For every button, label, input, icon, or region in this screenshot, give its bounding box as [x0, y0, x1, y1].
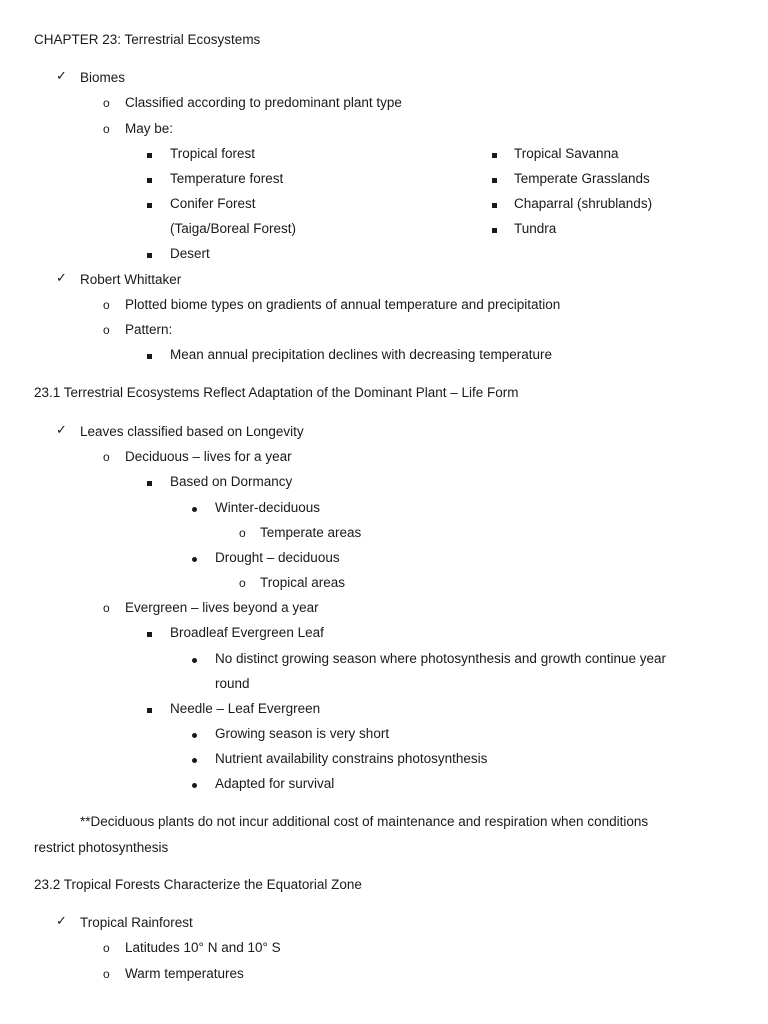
section-heading-23-2: 23.2 Tropical Forests Characterize the Equatorial Zone — [34, 877, 362, 892]
square-bullet-icon — [492, 220, 497, 238]
whittaker-label: Robert Whittaker — [80, 272, 182, 287]
circle-bullet-icon: o — [239, 526, 246, 540]
checkmark-icon: ✓ — [56, 914, 67, 929]
biome-item: Tropical forest — [170, 146, 256, 161]
square-bullet-icon — [147, 700, 152, 718]
biome-item: Temperate Grasslands — [514, 171, 650, 186]
whittaker-pattern-item: Mean annual precipitation declines with decreasing temperature — [170, 347, 552, 362]
circle-bullet-icon: o — [103, 941, 110, 955]
dot-bullet-icon — [192, 499, 197, 517]
leaves-dormancy: Based on Dormancy — [170, 474, 293, 489]
biome-item: Chaparral (shrublands) — [514, 196, 653, 211]
circle-bullet-icon: o — [103, 601, 110, 615]
leaves-tropical-areas: Tropical areas — [260, 575, 346, 590]
biome-item: Tropical Savanna — [514, 146, 619, 161]
biomes-classified: Classified according to predominant plant type — [125, 95, 402, 110]
section-heading-23-1: 23.1 Terrestrial Ecosystems Reflect Adaptation of the Dominant Plant – Life Form — [34, 385, 519, 400]
biome-item: Desert — [170, 246, 210, 261]
circle-bullet-icon: o — [103, 298, 110, 312]
biome-item: Temperature forest — [170, 171, 284, 186]
leaves-drought: Drought – deciduous — [215, 550, 340, 565]
leaves-no-distinct-continuation: round — [215, 676, 250, 691]
page-title: CHAPTER 23: Terrestrial Ecosystems — [34, 32, 261, 47]
circle-bullet-icon: o — [103, 323, 110, 337]
whittaker-pattern: Pattern: — [125, 322, 173, 337]
rainforest-latitudes: Latitudes 10° N and 10° S — [125, 940, 281, 955]
biomes-label: Biomes — [80, 70, 126, 85]
square-bullet-icon — [147, 145, 152, 163]
biome-item-continuation: (Taiga/Boreal Forest) — [170, 221, 297, 236]
leaves-evergreen: Evergreen – lives beyond a year — [125, 600, 319, 615]
dot-bullet-icon — [192, 775, 197, 793]
square-bullet-icon — [147, 346, 152, 364]
circle-bullet-icon: o — [103, 967, 110, 981]
leaves-adapted: Adapted for survival — [215, 776, 335, 791]
dot-bullet-icon — [192, 549, 197, 567]
biome-item: Conifer Forest — [170, 196, 256, 211]
biome-item: Tundra — [514, 221, 557, 236]
checkmark-icon: ✓ — [56, 271, 67, 286]
leaves-growing-short: Growing season is very short — [215, 726, 390, 741]
checkmark-icon: ✓ — [56, 69, 67, 84]
rainforest-label: Tropical Rainforest — [80, 915, 193, 930]
square-bullet-icon — [147, 195, 152, 213]
biomes-may-be: May be: — [125, 121, 174, 136]
square-bullet-icon — [147, 624, 152, 642]
deciduous-note: **Deciduous plants do not incur additional cost of maintenance and respiration when conditions — [80, 814, 649, 829]
leaves-deciduous: Deciduous – lives for a year — [125, 449, 292, 464]
leaves-no-distinct: No distinct growing season where photosynthesis and growth continue year — [215, 651, 667, 666]
square-bullet-icon — [147, 170, 152, 188]
dot-bullet-icon — [192, 650, 197, 668]
square-bullet-icon — [492, 195, 497, 213]
rainforest-warm: Warm temperatures — [125, 966, 244, 981]
leaves-temperate-areas: Temperate areas — [260, 525, 362, 540]
circle-bullet-icon: o — [239, 576, 246, 590]
square-bullet-icon — [147, 245, 152, 263]
circle-bullet-icon: o — [103, 122, 110, 136]
dot-bullet-icon — [192, 750, 197, 768]
circle-bullet-icon: o — [103, 96, 110, 110]
square-bullet-icon — [147, 473, 152, 491]
leaves-needle: Needle – Leaf Evergreen — [170, 701, 321, 716]
whittaker-plotted: Plotted biome types on gradients of annual temperature and precipitation — [125, 297, 561, 312]
square-bullet-icon — [492, 145, 497, 163]
square-bullet-icon — [492, 170, 497, 188]
leaves-broadleaf: Broadleaf Evergreen Leaf — [170, 625, 324, 640]
leaves-label: Leaves classified based on Longevity — [80, 424, 304, 439]
deciduous-note-continuation: restrict photosynthesis — [34, 840, 169, 855]
leaves-winter: Winter-deciduous — [215, 500, 321, 515]
leaves-nutrient: Nutrient availability constrains photosynthesis — [215, 751, 488, 766]
dot-bullet-icon — [192, 725, 197, 743]
circle-bullet-icon: o — [103, 450, 110, 464]
checkmark-icon: ✓ — [56, 423, 67, 438]
